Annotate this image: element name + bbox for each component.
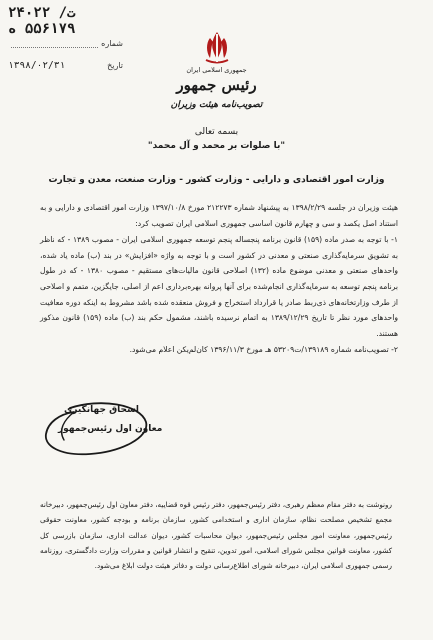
- government-name: جمهوری اسلامی ایران: [186, 66, 247, 74]
- letter-number-row: [8, 5, 123, 37]
- signatory-name: اسحاق جهانگیری: [64, 405, 139, 415]
- dotted-line: [11, 39, 98, 48]
- date-label: تاریخ: [107, 60, 123, 70]
- copies-distribution: رونوشت به دفتر مقام معظم رهبری، دفتر رئیس‌جمهور، دفتر رئیس قوه قضاییه، دفتر معاون اول رئیس‌جمهور، دبیرخانه مجمع تشخیص مصلحت نظام، سازمان اداری و استخدامی کشور، سازمان برنامه و بودجه کشور، معاونت حقوقی رئیس‌جمهور، معاونت امور مجلس رئیس‌جمهور، دیوان محاسبات کشور، دیوان عدالت اداری، سازمان بازرسی کل کشور، معاونت قوانین مجلس شورای اسلامی، امور تدوین، تنقیح و انتشار قوانین و مقررات وزارت دادگستری، روزنامه رسمی جمهوری اسلامی ایران، دبیرخانه شورای اطلاع‌رسانی دولت و دفاتر هیئت دولت ابلاغ می‌شود.: [40, 500, 392, 571]
- decree-body: [40, 200, 398, 359]
- emblem-icon: [201, 30, 233, 66]
- letter-number: ۲۴۰۲۲ /ت ۵۵۶۱۷۹ ه: [8, 5, 76, 37]
- cabinet-decree-heading: تصویب‌نامه هیئت وزیران: [170, 100, 263, 110]
- decree-intro: هیئت وزیران در جلسه ۱۳۹۸/۲/۲۹ به پیشنهاد شماره ۲۱۲۲۷۳ مورخ ۱۳۹۷/۱۰/۸ وزارت امور اقتصادی و دارایی و به استناد اصل یکصد و سی و چهارم قانون اساسی جمهوری اسلامی ایران تصویب کرد:: [40, 203, 399, 228]
- president-heading: رئیس جمهور: [176, 76, 257, 94]
- number-label: شماره: [101, 38, 123, 48]
- letter-date: ۱۳۹۸/۰۲/۳۱: [8, 59, 66, 71]
- decree-article-1: ۱- با توجه به صدر ماده (۱۵۹) قانون برنامه پنجساله پنجم توسعه جمهوری اسلامی ایران - مصوب ۱۳۸۹ - که ناظر به تشویق سرمایه‌گذاری صنعتی و معدنی در کشور است و با توجه به واژه «افزایش» در بند (ب) ماده یاد شده، واحدهای صنعتی و معدنی موضوع ماده (۱۳۲) اصلاحی قانون مالیات‌های مستقیم - مصوب ۱۳۸۰ - که در طول برنامه پنجم توسعه به سرمایه‌گذاری انجام‌شده برای آنها پروانه بهره‌برداری اعم از اصلی، جایگزین، متمم و اصلاحی از طرف وزارتخانه‌های ذی‌ربط صادر یا قرارداد استخراج و فروش منعقده شده باشد مشروط به اینکه دوره معافیت واحدهای مورد نظر تا تاریخ ۱۳۸۹/۱۲/۲۹ به اتمام نرسیده باشند، مشمول حکم بند (ب) ماده (۱۵۹) قانون مذکور هستند.: [40, 235, 398, 338]
- addressees: وزارت امور اقتصادی و دارایی - وزارت کشور - وزارت صنعت، معدن و تجارت: [48, 175, 385, 185]
- besmeh-taala: بسمه تعالی: [194, 127, 239, 137]
- decree-article-2: ۲- تصویب‌نامه شماره ۱۳۹۱۸۹/ت۵۳۲۰۹ هـ مورخ ۱۳۹۶/۱۱/۳ کان‌لم‌یکن اعلام می‌شود.: [129, 345, 398, 355]
- signatory-title: معاون اول رئیس‌جمهور: [58, 424, 163, 434]
- salavat-line: "با صلوات بر محمد و آل محمد": [147, 141, 286, 151]
